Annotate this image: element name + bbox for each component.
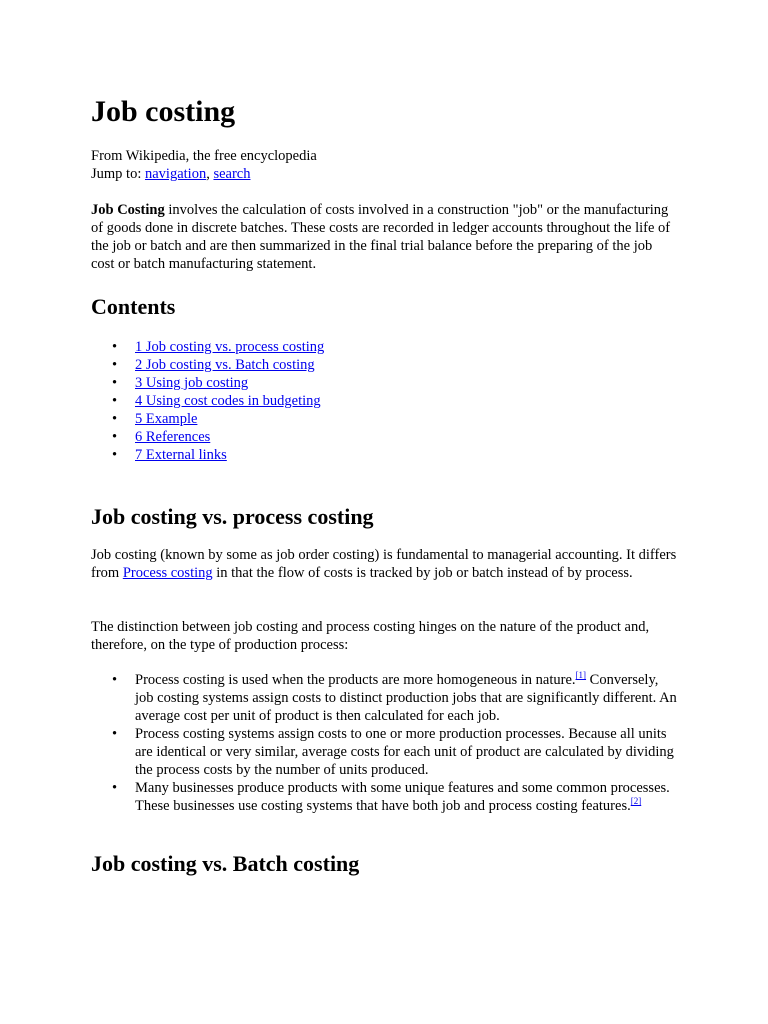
- search-link[interactable]: search: [213, 166, 251, 182]
- jump-to-prefix: Jump to:: [91, 166, 145, 182]
- citation-link-1[interactable]: [1]: [575, 670, 587, 681]
- toc-item: [91, 356, 324, 374]
- page-title: Job costing: [91, 95, 236, 128]
- navigation-link[interactable]: navigation: [144, 166, 207, 182]
- section1-paragraph-2: The distinction between job costing and process costing hinges on the nature of the product and, therefore, on the type of production process:: [91, 619, 650, 653]
- section-heading-job-vs-process: Job costing vs. process costing: [91, 504, 374, 529]
- list-item: [91, 725, 678, 779]
- process-costing-link[interactable]: Process costing: [122, 565, 213, 581]
- tagline: From Wikipedia, the free encyclopedia: [91, 148, 317, 164]
- toc-item: [91, 374, 324, 392]
- toc-link-cost-codes[interactable]: 4 Using cost codes in budgeting: [135, 393, 321, 409]
- jump-separator: ,: [206, 166, 214, 182]
- intro-paragraph: [91, 201, 678, 273]
- toc-item: [91, 446, 324, 464]
- toc-item: [91, 338, 324, 356]
- list-item: [91, 779, 678, 815]
- list-item: [91, 671, 678, 725]
- bullet-text: Process costing systems assign costs to one or more production processes. Because all units are identical or very similar, average costs for each unit of product are calculated by dividing the process costs by the number of units produced.: [135, 726, 674, 778]
- toc-item: [91, 428, 324, 446]
- bullet-text: Process costing is used when the products are more homogeneous in nature.: [135, 672, 576, 688]
- section-heading-job-vs-batch: Job costing vs. Batch costing: [91, 851, 360, 876]
- citation-link-2[interactable]: [2]: [630, 796, 642, 807]
- section1-paragraph-1: [91, 546, 678, 582]
- section1-p1-text: Job costing (known by some as job order costing) is fundamental to managerial accounting. It differs from: [91, 547, 677, 581]
- intro-text: involves the calculation of costs involved in a construction "job" or the manufacturing of goods done in discrete batches. These costs are recorded in ledger accounts throughout the life of the job or batch and are then summarized in the final trial balance before the preparing of the job cost or batch manufacturing statement.: [91, 202, 671, 272]
- section1-bullet-list: [91, 671, 678, 815]
- toc-link-references[interactable]: 6 References: [135, 429, 211, 445]
- toc-item: [91, 392, 324, 410]
- toc-link-job-vs-batch[interactable]: 2 Job costing vs. Batch costing: [135, 357, 315, 373]
- intro-term: Job Costing: [91, 202, 165, 218]
- bullet-text-cont: Conversely, job costing systems assign costs to distinct production jobs that are significantly different. An average cost per unit of product is then calculated for each job.: [135, 672, 677, 724]
- toc-link-example[interactable]: 5 Example: [135, 411, 198, 427]
- toc-link-using-job-costing[interactable]: 3 Using job costing: [135, 375, 249, 391]
- toc-link-external-links[interactable]: 7 External links: [135, 447, 227, 463]
- toc-item: [91, 410, 324, 428]
- article-subtitle: [91, 147, 317, 183]
- section1-p1-text-end: in that the flow of costs is tracked by job or batch instead of by process.: [212, 565, 633, 581]
- table-of-contents: [91, 338, 324, 464]
- toc-link-job-vs-process[interactable]: 1 Job costing vs. process costing: [135, 339, 325, 355]
- contents-heading: Contents: [91, 294, 176, 319]
- bullet-text: Many businesses produce products with some unique features and some common processes. These businesses use costing systems that have both job and process costing features.: [135, 780, 670, 814]
